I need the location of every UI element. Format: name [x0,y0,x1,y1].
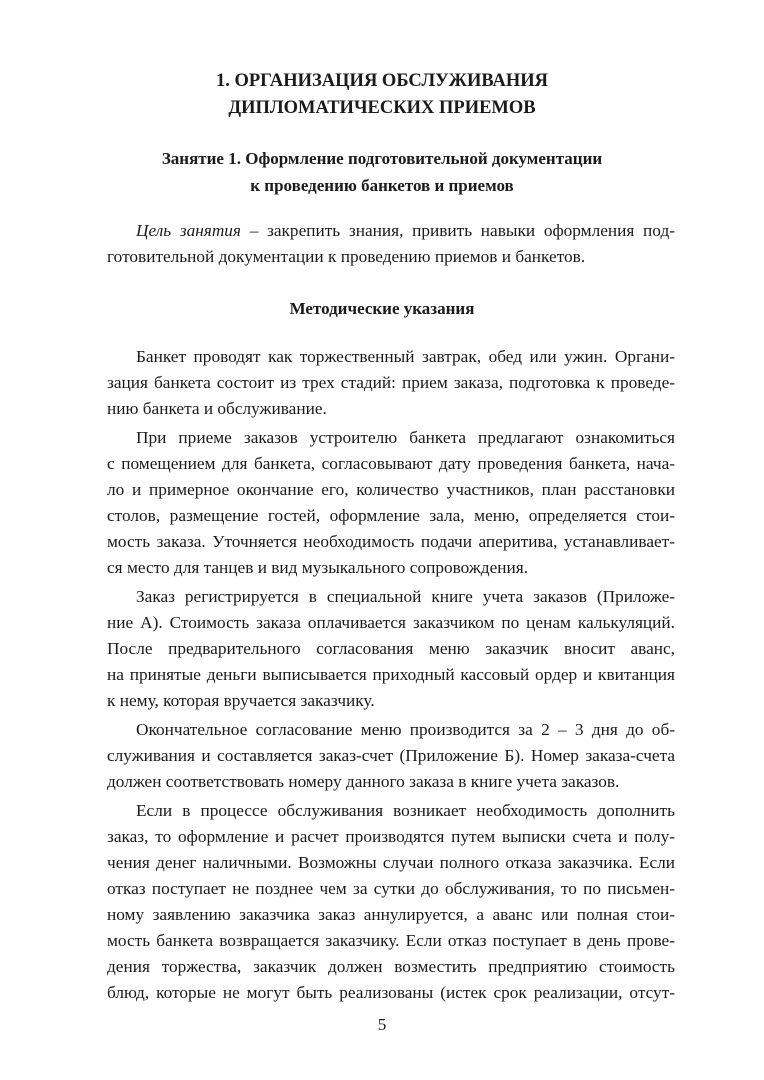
goal-text: – закрепить знания, привить навыки оформления под- [240,221,675,240]
text-line: Банкет проводят как торжественный завтрак, обед или ужин. Органи- [136,347,675,366]
text-line: мость банкета возвращается заказчику. Если отказ поступает в день прове- [107,931,675,950]
chapter-title-line: ДИПЛОМАТИЧЕСКИХ ПРИЕМОВ [228,98,536,118]
text-line: с помещением для банкета, согласовывают дату проведения банкета, нача- [107,454,675,473]
goal-line: готовительной документации к проведению приемов и банкетов. [107,247,586,266]
lesson-title [90,145,674,199]
lesson-title-line: Занятие 1. Оформление подготовительной документации [161,149,603,168]
text-line: отказ поступает не позднее чем за сутки до обслуживания, то по письмен- [107,879,675,898]
text-line: дения торжества, заказчик должен возместить предприятию стоимость [107,957,675,976]
text-line: служивания и составляется заказ-счет (Приложение Б). Номер заказа-счета [107,746,675,765]
chapter-title-line: 1. ОРГАНИЗАЦИЯ ОБСЛУЖИВАНИЯ [215,71,549,91]
text-line: Если в процессе обслуживания возникает необходимость дополнить [136,801,675,820]
text-line: столов, размещение гостей, оформление зала, меню, определяется стои- [107,506,675,525]
body-text [107,344,675,1006]
page-number: 5 [377,1015,387,1034]
text-line: Окончательное согласование меню производится за 2 – 3 дня до об- [136,720,675,739]
paragraph [107,717,675,795]
text-line: ние А). Стоимость заказа оплачивается заказчиком по ценам калькуляций. [107,613,675,632]
paragraph [107,425,675,581]
text-line: ному заявлению заказчика заказ аннулируется, а аванс или полная стои- [107,905,675,924]
goal-label: Цель занятия [136,221,241,240]
text-line: блюд, которые не могут быть реализованы (истек срок реализации, отсут- [107,983,675,1002]
goal-paragraph [107,218,675,270]
text-line: мость заказа. Уточняется необходимость подачи аперитива, устанавливает- [107,532,675,551]
text-line: к нему, которая вручается заказчику. [107,691,375,710]
text-line: После предварительного согласования меню заказчик вносит аванс, [107,639,675,658]
text-line: ло и примерное окончание его, количество участников, план расстановки [107,480,675,499]
text-line: должен соответствовать номеру данного заказа в книге учета заказов. [107,772,620,791]
text-line: Заказ регистрируется в специальной книге учета заказов (Приложе- [136,587,675,606]
paragraph [107,584,675,714]
paragraph [107,798,675,1006]
text-line: чения денег наличными. Возможны случаи полного отказа заказчика. Если [107,853,675,872]
chapter-title [90,68,674,122]
text-line: нию банкета и обслуживание. [107,399,327,418]
text-line: заказ, то оформление и расчет производятся путем выписки счета и полу- [107,827,675,846]
text-line: ся место для танцев и вид музыкального сопровождения. [107,558,529,577]
text-line: на принятые деньги выписывается приходный кассовый ордер и квитанция [107,665,675,684]
lesson-title-line: к проведению банкетов и приемов [250,176,514,195]
goal-line [107,218,675,244]
section-heading: Методические указания [289,299,475,318]
text-line: зация банкета состоит из трех стадий: прием заказа, подготовка к проведе- [107,373,675,392]
paragraph [107,344,675,422]
text-line: При приеме заказов устроителю банкета предлагают ознакомиться [136,428,675,447]
